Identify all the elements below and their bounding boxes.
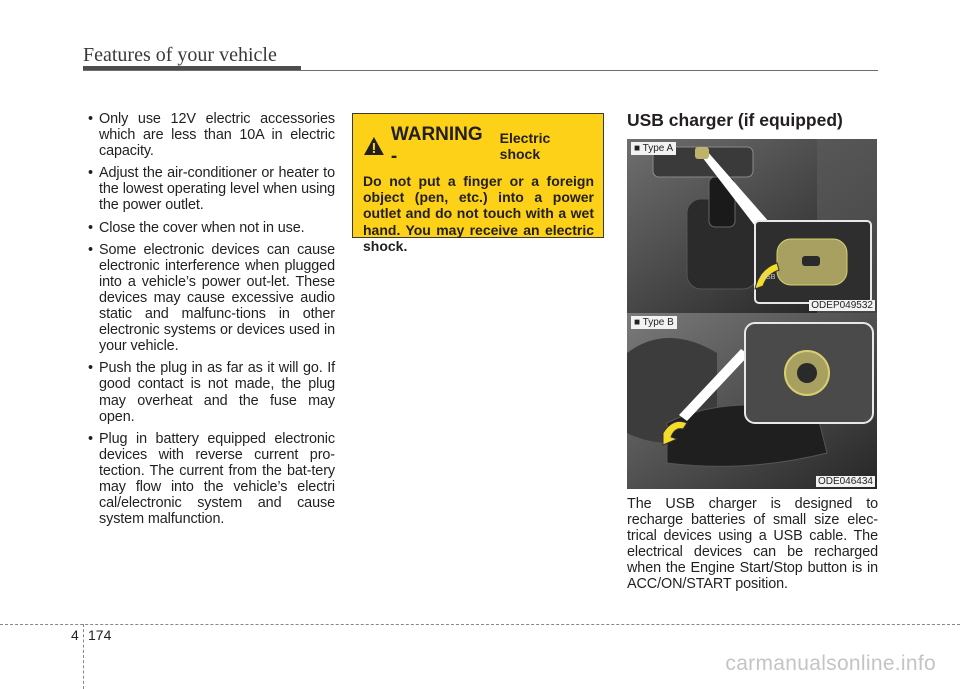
usb-photo-type-b xyxy=(627,313,877,489)
list-item: • Adjust the air-conditioner or heater to the lowest operating level when using the power outlet. xyxy=(84,165,335,213)
list-item: • Only use 12V electric accessories which are less than 10A in electric capacity. xyxy=(84,111,335,159)
usb-description: The USB charger is designed to recharge batteries of small size elec-trical devices using a USB cable. The electrical devices can be recharged when the Engine Start/Stop button is in ACC/ON/START position. xyxy=(627,496,878,593)
header-rule xyxy=(83,70,878,71)
accessory-guidelines-list xyxy=(84,111,335,533)
chapter-number: 4 xyxy=(71,627,79,643)
list-item: • Push the plug in as far as it will go. If good contact is not made, the plug may overheat and the fuse may open. xyxy=(84,360,335,424)
warning-subject: Electric shock xyxy=(499,130,551,162)
photo-b-code: ODE046434 xyxy=(817,476,873,487)
warning-heading xyxy=(363,124,594,168)
page-number: 174 xyxy=(88,627,112,643)
warning-triangle-icon xyxy=(363,136,385,156)
list-item: • Close the cover when not in use. xyxy=(84,220,335,236)
warning-label: WARNING - xyxy=(390,124,483,167)
section-title: USB charger (if equipped) xyxy=(627,110,843,130)
warning-box xyxy=(352,113,604,254)
armrest-illustration xyxy=(627,313,877,489)
footer-rule xyxy=(0,624,960,625)
list-item: • Plug in battery equipped electronic devices with reverse current pro-tection. The current from the bat-tery may flow into the vehicle’s electri cal/electronic system and cause system malfunction. xyxy=(84,431,335,528)
warning-text: Do not put a finger or a foreign object (pen, etc.) into a power outlet and do not touch with a wet hand. You may receive an electric shock. xyxy=(363,173,594,254)
watermark-text: carmanualsonline.info xyxy=(725,652,936,675)
center-console-illustration xyxy=(627,139,877,313)
page-header-title: Features of your vehicle xyxy=(83,44,277,66)
type-b-label: ■ Type B xyxy=(631,316,677,329)
usb-socket-label: USB xyxy=(761,274,776,281)
list-item: • Some electronic devices can cause electronic interference when plugged into a vehicle’s power out-let. These devices may cause excessive audio static and malfunc-tions in other electronic systems or devices used in your vehicle. xyxy=(84,242,335,355)
type-a-label: ■ Type A xyxy=(631,142,676,155)
footer-divider xyxy=(83,624,84,689)
photo-a-code: ODEP049532 xyxy=(811,300,873,311)
usb-photo-type-a xyxy=(627,139,877,313)
